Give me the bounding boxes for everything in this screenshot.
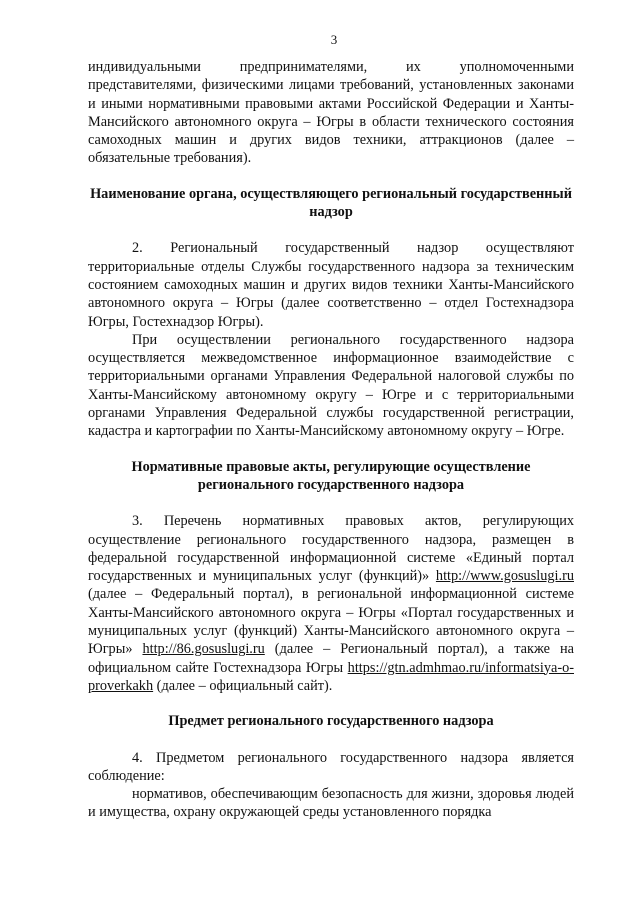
official-site-link[interactable]: https://gtn.admhmao.ru/informatsiya-o-proverkakh [88,659,574,694]
paragraph-3 [88,512,574,695]
page-number: 3 [330,32,338,47]
federal-portal-link[interactable]: http://www.gosuslugi.ru [435,568,574,585]
acts-text-1: 3. Перечень нормативных правовых актов, регулирующих осуществление регионального государственного надзора, размещен в федеральной государственной информационной системе «Единый портал государственных и муниципальных услуг (функций)» [88,513,574,585]
spacer [88,168,574,185]
paragraph-4: 4. Предметом регионального государственного надзора является соблюдение: [88,749,574,784]
heading-subject: Предмет регионального государственного надзора [168,713,494,730]
acts-text-4: (далее – официальный сайт). [153,677,333,694]
heading-acts: Нормативные правовые акты, регулирующие осуществление регионального государственного надзора [131,458,531,493]
acts-text-2: (далее – Федеральный портал), в региональной информационной системе Ханты-Мансийского автономного округа – Югры «Портал государственных и муниципальных услуг (функций) Ханты-Мансийского автономного округа – Югры» [88,586,574,658]
regional-portal-link[interactable]: http://86.gosuslugi.ru [142,641,265,658]
paragraph-interaction: При осуществлении регионального государственного надзора осуществляется межведомственное информационное взаимодействие с территориальными органами Управления Федеральной налоговой службы по Ханты-Мансийскому автономному округу – Югре и с территориальными органами Управления Федеральной службы государственной регистрации, кадастра и картографии по Ханты-Мансийскому автономному округу – Югре. [88,331,574,440]
document-page [88,32,574,822]
spacer [88,441,574,458]
acts-text-3: (далее – Региональный портал), а также на официальном сайте Гостехнадзора Югры [88,641,574,676]
spacer [88,221,574,239]
intro-paragraph: индивидуальными предпринимателями, их уполномоченными представителями, физическими лицами требований, установленных законами и иными нормативными правовыми актами Российской Федерации и Ханты-Мансийского автономного округа – Югры в области технического состояния самоходных машин и других видов техники, аттракционов (далее – обязательные требования). [88,59,574,167]
paragraph-norms: нормативов, обеспечивающим безопасность для жизни, здоровья людей и имущества, охрану окружающей среды установленного порядка [88,786,574,821]
paragraph-2: 2. Региональный государственный надзор осуществляют территориальные отделы Службы государственного надзора за техническим состоянием самоходных машин и других видов техники Ханты-Мансийского автономного округа – Югры (далее соответственно – отдел Гостехнадзора Югры, Гостехнадзор Югры). [88,240,574,330]
spacer [88,731,574,749]
heading-organ: Наименование органа, осуществляющего региональный государственный надзор [90,185,572,221]
spacer [88,695,574,712]
spacer [88,494,574,512]
